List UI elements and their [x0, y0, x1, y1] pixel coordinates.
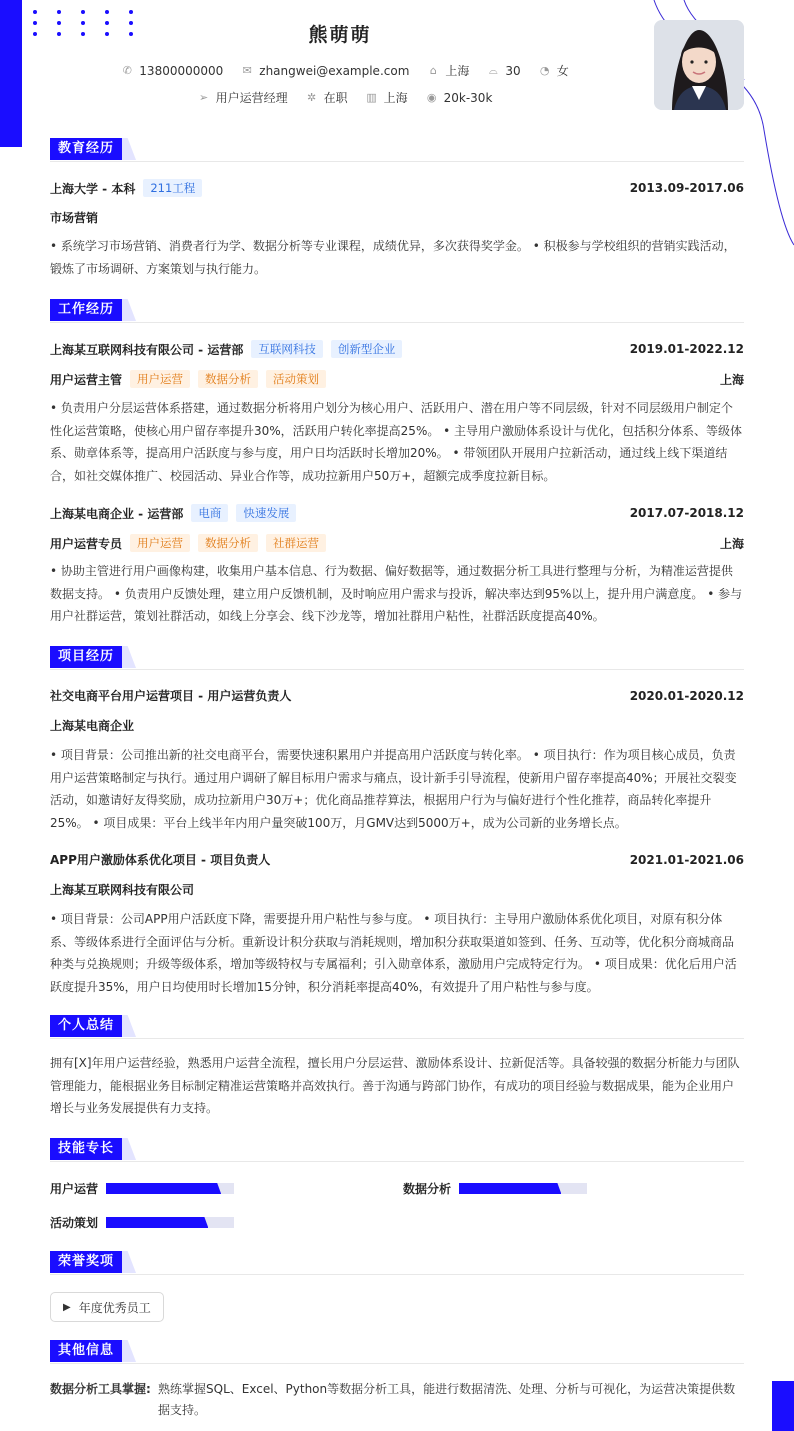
status-item	[306, 89, 348, 106]
skill-name: 数据分析	[403, 1182, 452, 1196]
work-1-city: 上海	[719, 372, 744, 387]
decorative-dot	[105, 10, 109, 14]
age-icon: ⌓	[489, 63, 498, 77]
section-other-title: 其他信息	[50, 1340, 122, 1362]
section-education-title: 教育经历	[50, 138, 122, 160]
work-2-description: • 协助主管进行用户画像构建，收集用户基本信息、行为数据、偏好数据等，通过数据分析工具进行整理与分析，为精准运营提供数据支持。 • 负责用户反馈处理，建立用户反馈机制，及时响应用户需求与投诉，解决率达到95%以上，提升用户满意度。 • 参与用户社群运营，策划社群活动，如线上分享会、线下沙龙等，增加社群用户粘性，社群活跃度提高40%。	[50, 564, 743, 623]
phone-text: 13800000000	[139, 63, 224, 78]
major: 市场营销	[50, 211, 99, 225]
work-1-role: 用户运营主管	[50, 372, 123, 387]
work-2-header	[50, 504, 744, 522]
mail-icon: ✉	[242, 64, 252, 77]
work-1-role-tag: 用户运营	[130, 370, 190, 388]
work-city-text: 上海	[383, 91, 408, 105]
work-1-tag: 互联网科技	[251, 340, 323, 358]
work-city-item	[366, 89, 408, 106]
education-description: • 系统学习市场营销、消费者行为学、数据分析等专业课程，成绩优异，多次获得奖学金。 • 积极参与学校组织的营销实践活动，锻炼了市场调研、方案策划与执行能力。	[50, 239, 736, 276]
skill-bar-fill	[106, 1183, 221, 1194]
project-2-org: 上海某互联网科技有限公司	[50, 883, 195, 897]
school-name: 上海大学 - 本科	[50, 181, 136, 196]
work-2-city: 上海	[719, 536, 744, 551]
play-icon: ▶	[63, 1301, 71, 1313]
gender-item	[539, 62, 569, 79]
other-item	[50, 1379, 744, 1421]
project-1-description: • 项目背景：公司推出新的社交电商平台，需要快速积累用户并提高用户活跃度与转化率。 • 项目执行：作为项目核心成员，负责用户运营策略制定与执行。通过用户调研了解目标用户需求与痛点，设计新手引导流程，使新用户留存率提高40%；开展社交裂变活动，如邀请好友得奖励，成功拉新用户30万+；优化商品推荐算法，根据用户行为与偏好进行个性化推荐，商品转化率提升25%。 • 项目成果：平台上线半年内用户量突破100万，月GMV达到5000万+，成为公司新的业务增长点。	[50, 748, 737, 830]
section-skills	[50, 1138, 744, 1160]
phone-item	[121, 62, 223, 79]
decorative-dot	[129, 10, 133, 14]
salary-icon: ◉	[426, 91, 437, 104]
education-major-row	[50, 209, 744, 226]
section-divider	[50, 322, 744, 323]
work-1-header	[50, 340, 744, 358]
project-2-org-row	[50, 881, 744, 898]
decorative-dot	[81, 10, 85, 14]
section-awards	[50, 1251, 744, 1273]
work-1-date: 2019.01-2022.12	[629, 342, 744, 356]
section-project	[50, 646, 744, 668]
decorative-dot	[33, 10, 37, 14]
project-1-org: 上海某电商企业	[50, 719, 135, 733]
work-2-role-tag: 社群运营	[266, 534, 326, 552]
contact-row	[0, 62, 690, 79]
section-tail	[122, 138, 136, 160]
skill-item	[50, 1214, 98, 1231]
email-text: zhangwei@example.com	[259, 63, 410, 78]
skill-item	[50, 1180, 98, 1197]
location-text: 上海	[445, 64, 470, 78]
other-key: 数据分析工具掌握:	[50, 1382, 151, 1396]
section-divider	[50, 1038, 744, 1039]
section-divider	[50, 1363, 744, 1364]
section-work-title: 工作经历	[50, 299, 122, 321]
status-icon: ✲	[306, 91, 317, 104]
section-divider	[50, 1161, 744, 1162]
skill-bar	[106, 1217, 234, 1228]
work-2-role-tag: 数据分析	[198, 534, 258, 552]
home-icon: ⌂	[429, 64, 437, 77]
section-education	[50, 138, 744, 160]
skill-bar-fill	[106, 1217, 208, 1228]
award-item[interactable]	[50, 1292, 164, 1322]
school-tag: 211工程	[143, 179, 202, 197]
avatar-photo	[654, 20, 744, 110]
position-text: 用户运营经理	[215, 91, 288, 105]
section-skills-title: 技能专长	[50, 1138, 122, 1160]
skill-bar-fill	[459, 1183, 561, 1194]
project-2-description: • 项目背景：公司APP用户活跃度下降，需要提升用户粘性与参与度。 • 项目执行：主导用户激励体系优化项目，对原有积分体系、等级体系进行全面评估与分析。重新设计积分获取与消耗规则，增加积分获取渠道如签到、任务、互动等，优化积分商城商品种类与兑换规则；升级等级体系，增加等级特权与专属福利；引入勋章体系，激励用户完成特定行为。 • 项目成果：优化后用户活跃度提升35%，用户日均使用时长增加15分钟，积分消耗率提高40%，有效提升了用户粘性与参与度。	[50, 912, 737, 994]
work-2-date: 2017.07-2018.12	[629, 506, 744, 520]
other-value: 熟练掌握SQL、Excel、Python等数据分析工具，能进行数据清洗、处理、分析与可视化，为运营决策提供数据支持。	[158, 1382, 736, 1417]
work-1-role-tag: 数据分析	[198, 370, 258, 388]
section-tail	[122, 1015, 136, 1037]
project-2-date: 2021.01-2021.06	[629, 852, 744, 867]
section-tail	[122, 1251, 136, 1273]
age-text: 30	[505, 63, 521, 78]
candidate-name: 熊萌萌	[308, 24, 372, 46]
work-1-description: • 负责用户分层运营体系搭建，通过数据分析将用户划分为核心用户、活跃用户、潜在用户等不同层级，针对不同层级用户制定个性化运营策略，使核心用户留存率提升30%，活跃用户转化率提高25%。 • 主导用户激励体系设计与优化，包括积分体系、等级体系、勋章体系等，提高用户活跃度与参与度，用户日均活跃时长增加20%。 • 带领团队开展用户拉新活动，通过线上线下渠道结合，如社交媒体推广、校园活动、异业合作等，成功拉新用户50万+，超额完成季度拉新目标。	[50, 401, 743, 483]
age-item	[487, 62, 520, 79]
education-header	[50, 179, 744, 197]
project-1-header	[50, 687, 744, 704]
work-1-role-row	[50, 370, 744, 388]
section-divider	[50, 669, 744, 670]
section-work	[50, 299, 744, 321]
award-name: 年度优秀员工	[78, 1300, 151, 1315]
work-2-tag: 快速发展	[236, 504, 296, 522]
work-2-role-row	[50, 534, 744, 552]
skill-bar	[459, 1183, 587, 1194]
section-summary-title: 个人总结	[50, 1015, 122, 1037]
salary-text: 20k-30k	[443, 90, 493, 105]
salary-item	[426, 89, 493, 106]
work-2-role: 用户运营专员	[50, 536, 123, 551]
work-1-tag: 创新型企业	[331, 340, 403, 358]
section-tail	[122, 646, 136, 668]
location-item	[427, 62, 469, 79]
summary-text: 拥有[X]年用户运营经验，熟悉用户运营全流程，擅长用户分层运营、激励体系设计、拉新促活等。具备较强的数据分析能力与团队管理能力，能根据业务目标制定精准运营策略并高效执行。善于沟通与跨部门协作，有成功的项目经验与数据成果，能为企业用户增长与业务发展提供有力支持。	[50, 1056, 740, 1115]
section-summary	[50, 1015, 744, 1037]
status-text: 在职	[323, 91, 348, 105]
work-2-tag: 电商	[191, 504, 228, 522]
section-divider	[50, 1274, 744, 1275]
skill-name: 用户运营	[50, 1182, 99, 1196]
skill-name: 活动策划	[50, 1216, 99, 1230]
send-icon: ➢	[198, 91, 209, 104]
project-1-title: 社交电商平台用户运营项目 - 用户运营负责人	[50, 689, 292, 703]
job-intent-row	[0, 89, 690, 106]
education-date: 2013.09-2017.06	[629, 181, 744, 195]
section-tail	[122, 299, 136, 321]
project-1-date: 2020.01-2020.12	[629, 688, 744, 703]
work-1-company: 上海某互联网科技有限公司 - 运营部	[50, 342, 244, 357]
skill-item	[403, 1180, 451, 1197]
section-awards-title: 荣誉奖项	[50, 1251, 122, 1273]
section-divider	[50, 161, 744, 162]
section-project-title: 项目经历	[50, 646, 122, 668]
section-tail	[122, 1340, 136, 1362]
right-accent-bar	[772, 1381, 794, 1431]
work-2-company: 上海某电商企业 - 运营部	[50, 506, 184, 521]
decorative-dot	[57, 10, 61, 14]
project-2-title: APP用户激励体系优化项目 - 项目负责人	[50, 853, 271, 867]
phone-icon: ✆	[122, 64, 132, 77]
position-item	[198, 89, 288, 106]
section-tail	[122, 1138, 136, 1160]
gender-icon: ◔	[539, 64, 550, 77]
skill-bar	[106, 1183, 234, 1194]
email-item	[241, 62, 409, 79]
work-1-role-tag: 活动策划	[266, 370, 326, 388]
project-2-header	[50, 851, 744, 868]
gender-text: 女	[556, 64, 569, 78]
project-1-org-row	[50, 717, 744, 734]
building-icon: ▥	[366, 91, 377, 104]
section-other	[50, 1340, 744, 1362]
work-2-role-tag: 用户运营	[130, 534, 190, 552]
